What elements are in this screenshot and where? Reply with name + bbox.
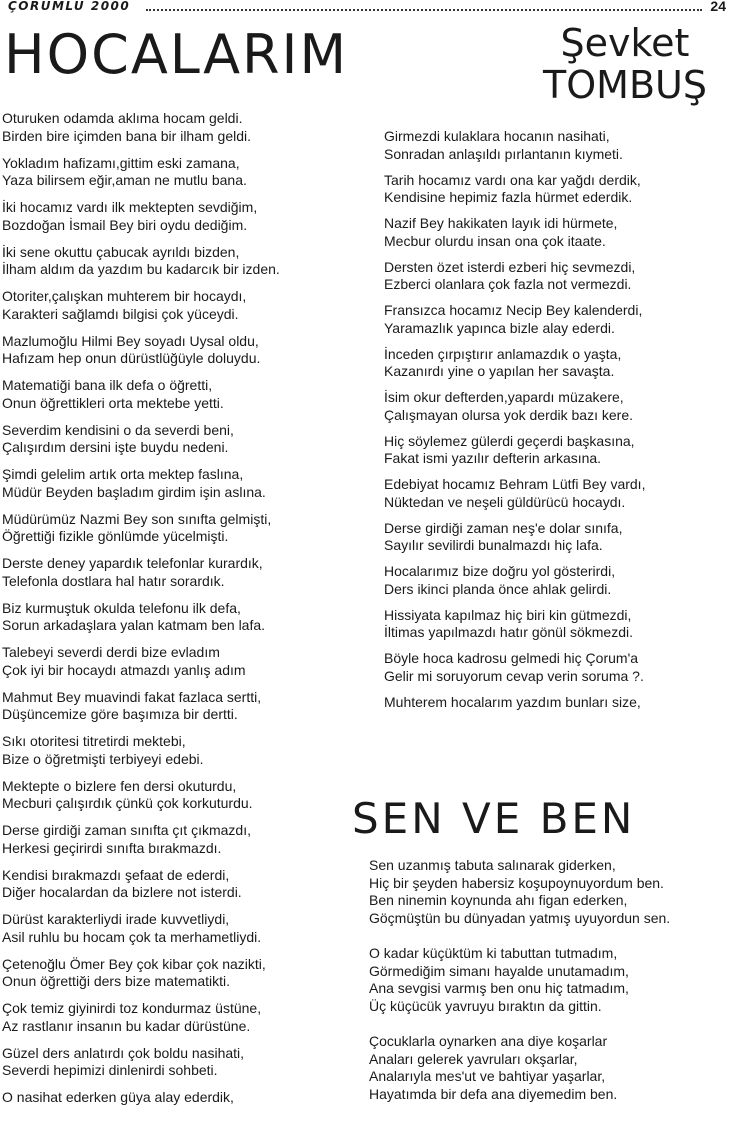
poem-line: Bozdoğan İsmail Bey biri oydu dediğim. xyxy=(2,216,248,233)
poem-line: Girmezdi kulaklara hocanın nasihati, xyxy=(384,128,610,144)
page-number: 24 xyxy=(710,0,726,14)
poem-line: Böyle hoca kadrosu gelmedi hiç Çorum'a xyxy=(384,650,639,666)
poem-line: İltimas yapılmazdı hatır gönül sökmezdi. xyxy=(384,624,633,640)
stanza xyxy=(369,945,729,1015)
stanza xyxy=(2,333,362,368)
stanza xyxy=(2,288,362,323)
poem-line: Sonradan anlaşıldı pırlantanın kıymeti. xyxy=(384,145,623,162)
poem-line: Mecbur olurdu insan ona çok itaate. xyxy=(384,232,606,249)
poem-line: Müdür Beyden başladım girdim işin aslına. xyxy=(2,483,266,500)
poem-line: Asil ruhlu bu hocam çok ta merhametliydi. xyxy=(2,928,262,945)
stanza xyxy=(2,822,362,857)
poem-line: Ders ikinci planda önce ahlak gelirdi. xyxy=(384,580,612,597)
poem-line: Çetenoğlu Ömer Bey çok kibar çok nazikti, xyxy=(2,955,266,972)
stanza xyxy=(2,689,362,724)
poem-line: Mazlumoğlu Hilmi Bey soyadı Uysal oldu, xyxy=(2,332,259,349)
poem-line: O kadar küçüktüm ki tabuttan tutmadım, xyxy=(369,945,618,961)
stanza xyxy=(2,555,362,590)
stanza xyxy=(384,520,729,555)
stanza xyxy=(384,346,729,381)
poem-line: Çok iyi bir hocaydı atmazdı yanlış adım xyxy=(2,661,246,678)
article-title: HOCALARIM xyxy=(4,23,349,86)
poem-line: Oturuken odamda aklıma hocam geldi. xyxy=(2,110,243,126)
second-poem-body xyxy=(369,857,729,1121)
poem-line: Kendisi bırakmazdı şefaat de ederdi, xyxy=(2,866,230,883)
poem-line: Ezberci olanlara çok fazla not vermezdi. xyxy=(384,276,632,292)
poem-line: Dürüst karakterliydi irade kuvvetliydi, xyxy=(2,911,230,927)
stanza xyxy=(2,466,362,501)
poem-line: Fransızca hocamız Necip Bey kalenderdi, xyxy=(384,302,643,318)
stanza xyxy=(369,857,729,927)
stanza xyxy=(2,422,362,457)
poem-line: Gelir mi soruyorum cevap verin soruma ?. xyxy=(384,667,644,684)
poem-line: Derste deney yapardık telefonlar kurardık, xyxy=(2,555,263,571)
stanza xyxy=(2,1089,362,1107)
poem-line: Çalışırdım dersini işte buydu nedeni. xyxy=(2,439,229,455)
poem-line: Onun öğrettikleri orta mektebe yetti. xyxy=(2,394,224,411)
stanza xyxy=(384,476,729,511)
header-dotted-rule xyxy=(146,9,702,11)
stanza xyxy=(2,778,362,813)
poem-line: Derse girdiği zaman sınıfta çıt çıkmazdı, xyxy=(2,822,251,838)
stanza xyxy=(2,644,362,679)
poem-line: Diğer hocalardan da bizlere not isterdi. xyxy=(2,884,242,900)
poem-line: Yokladım hafizamı,gittim eski zamana, xyxy=(2,154,240,171)
stanza xyxy=(384,433,729,468)
stanza xyxy=(2,377,362,412)
poem-line: Hocalarımız bize doğru yol gösterirdi, xyxy=(384,563,616,579)
poem-line: Dersten özet isterdi ezberi hiç sevmezdi, xyxy=(384,258,636,275)
poem-line: Hiç söylemez gülerdi geçerdi başkasına, xyxy=(384,432,635,449)
poem-right-column xyxy=(384,128,729,720)
stanza xyxy=(2,110,362,145)
poem-line: Otoriter,çalışkan muhterem bir hocaydı, xyxy=(2,288,247,304)
poem-line: Anaları gelerek yavruları okşarlar, xyxy=(369,1050,578,1067)
poem-line: Severdi hepimizi dinlenirdi sohbeti. xyxy=(2,1062,218,1078)
stanza xyxy=(2,155,362,190)
poem-line: O nasihat ederken güya alay ederdik, xyxy=(2,1089,234,1105)
poem-line: Sorun arkadaşlara yalan katmam ben lafa. xyxy=(2,617,266,633)
poem-line: Muhterem hocalarım yazdım bunları size, xyxy=(384,693,641,710)
stanza xyxy=(384,128,729,163)
poem-line: Bize o öğretmişti terbiyeyi edebi. xyxy=(2,750,204,767)
poem-line: Çok temiz giyinirdi toz kondurmaz üstüne, xyxy=(2,1000,262,1016)
stanza xyxy=(384,172,729,207)
poem-line: İlham aldım da yazdım bu kadarcık bir izden. xyxy=(2,261,280,277)
poem-line: Mecburi çalışırdık çünkü çok korkuturdu. xyxy=(2,795,253,811)
poem-line: Göçmüştün bu dünyadan yatmış uyuyordun sen. xyxy=(369,909,671,926)
stanza xyxy=(2,867,362,902)
poem-line: Öğrettiği fizikle gönlümde yücelmişti. xyxy=(2,528,229,544)
poem-line: Yaramazlık yapınca bizle alay ederdi. xyxy=(384,319,615,336)
poem-line: Nüktedan ve neşeli güldürücü hocaydı. xyxy=(384,493,626,510)
poem-line: Onun öğrettiği ders bize matematikti. xyxy=(2,973,230,989)
stanza xyxy=(2,600,362,635)
stanza xyxy=(2,1045,362,1080)
poem-line: Az rastlanır insanın bu kadar dürüstüne. xyxy=(2,1017,251,1034)
stanza xyxy=(384,607,729,642)
poem-line: Ana sevgisi varmış ben onu hiç tatmadım, xyxy=(369,980,629,996)
stanza xyxy=(2,956,362,991)
poem-line: Herkesi geçirirdi sınıfta bırakmazdı. xyxy=(2,839,222,856)
poem-line: Güzel ders anlatırdı çok boldu nasihati, xyxy=(2,1044,245,1061)
poem-line: Müdürümüz Nazmi Bey son sınıfta gelmişti, xyxy=(2,510,272,527)
poem-line: Üç küçücük yavruyu bıraktın da gittin. xyxy=(369,997,602,1014)
poem-line: Kendisine hepimiz fazla hürmet ederdik. xyxy=(384,189,633,205)
poem-line: Karakteri sağlamdı bilgisi çok yüceydi. xyxy=(2,305,239,322)
poem-line: Fakat ismi yazılır defterin arkasına. xyxy=(384,450,602,466)
poem-line: Hafızam hep onun dürüstlüğüyle doluydu. xyxy=(2,350,261,366)
poem-line: Matematiği bana ilk defa o öğretti, xyxy=(2,377,213,393)
poem-line: İnceden çırpıştırır anlamazdık o yaşta, xyxy=(384,345,622,362)
stanza xyxy=(2,244,362,279)
poem-line: Sen uzanmış tabuta salınarak giderken, xyxy=(369,857,616,873)
stanza xyxy=(384,215,729,250)
poem-line: Kazanırdı yine o yapılan her savaşta. xyxy=(384,363,615,379)
page-header xyxy=(6,0,728,16)
poem-line: Ben ninemin koynunda ahı figan ederken, xyxy=(369,892,628,908)
stanza xyxy=(2,1000,362,1035)
stanza xyxy=(384,259,729,294)
stanza xyxy=(2,199,362,234)
poem-line: Nazif Bey hakikaten layık idi hürmete, xyxy=(384,215,618,231)
stanza xyxy=(369,1033,729,1103)
magazine-name: ÇORUMLU 2000 xyxy=(8,0,131,13)
poem-line: Derse girdiği zaman neş'e dolar sınıfa, xyxy=(384,519,623,536)
poem-line: Talebeyi severdi derdi bize evladım xyxy=(2,644,220,660)
stanza xyxy=(384,389,729,424)
poem-line: Mahmut Bey muavindi fakat fazlaca sertti, xyxy=(2,688,262,705)
second-poem-title: SEN VE BEN xyxy=(352,794,636,843)
poem-line: Düşüncemize göre başımıza bir dertti. xyxy=(2,706,238,722)
stanza xyxy=(384,563,729,598)
poem-line: Severdim kendisini o da severdi beni, xyxy=(2,421,234,438)
poem-line: Hiç bir şeyden habersiz koşupoynuyordum ben. xyxy=(369,874,664,891)
stanza xyxy=(2,733,362,768)
poem-line: Hissiyata kapılmaz hiç biri kin gütmezdi, xyxy=(384,606,632,623)
poem-line: İki hocamız vardı ilk mektepten sevdiğim, xyxy=(2,199,258,215)
poem-line: İsim okur defterden,yapardı müzakere, xyxy=(384,389,624,405)
poem-line: Görmediğim simanı hayalde unutamadım, xyxy=(369,962,629,979)
stanza xyxy=(384,302,729,337)
poem-line: Hayatımda bir defa ana diyemedim ben. xyxy=(369,1085,618,1102)
poem-line: Çalışmayan olursa yok derdik bazı kere. xyxy=(384,406,633,423)
poem-line: Tarih hocamız vardı ona kar yağdı derdik, xyxy=(384,171,641,188)
author-first-name: Şevket xyxy=(560,21,690,65)
stanza xyxy=(384,694,729,712)
poem-line: Birden bire içimden bana bir ilham geldi. xyxy=(2,127,252,144)
poem-line: Çocuklarla oynarken ana diye koşarlar xyxy=(369,1033,608,1049)
stanza xyxy=(384,650,729,685)
poem-line: Sayılır sevilirdi bunalmazdı hiç lafa. xyxy=(384,537,603,553)
stanza xyxy=(2,511,362,546)
author-last-name: TOMBUŞ xyxy=(543,63,707,107)
poem-line: Analarıyla mes'ut ve bahtiyar yaşarlar, xyxy=(369,1068,606,1084)
poem-line: Yaza bilirsem eğir,aman ne mutlu bana. xyxy=(2,172,247,188)
poem-left-column xyxy=(2,110,362,1116)
poem-line: Şimdi gelelim artık orta mektep faslına, xyxy=(2,466,244,482)
poem-line: Sıkı otoritesi titretirdi mektebi, xyxy=(2,733,186,749)
poem-line: İki sene okuttu çabucak ayrıldı bizden, xyxy=(2,243,240,260)
poem-line: Mektepte o bizlere fen dersi okuturdu, xyxy=(2,777,237,794)
poem-line: Telefonla dostlara hal hatır sorardık. xyxy=(2,572,225,589)
author-name xyxy=(525,22,725,106)
stanza xyxy=(2,911,362,946)
poem-line: Biz kurmuştuk okulda telefonu ilk defa, xyxy=(2,599,241,616)
poem-line: Edebiyat hocamız Behram Lütfi Bey vardı, xyxy=(384,476,646,492)
